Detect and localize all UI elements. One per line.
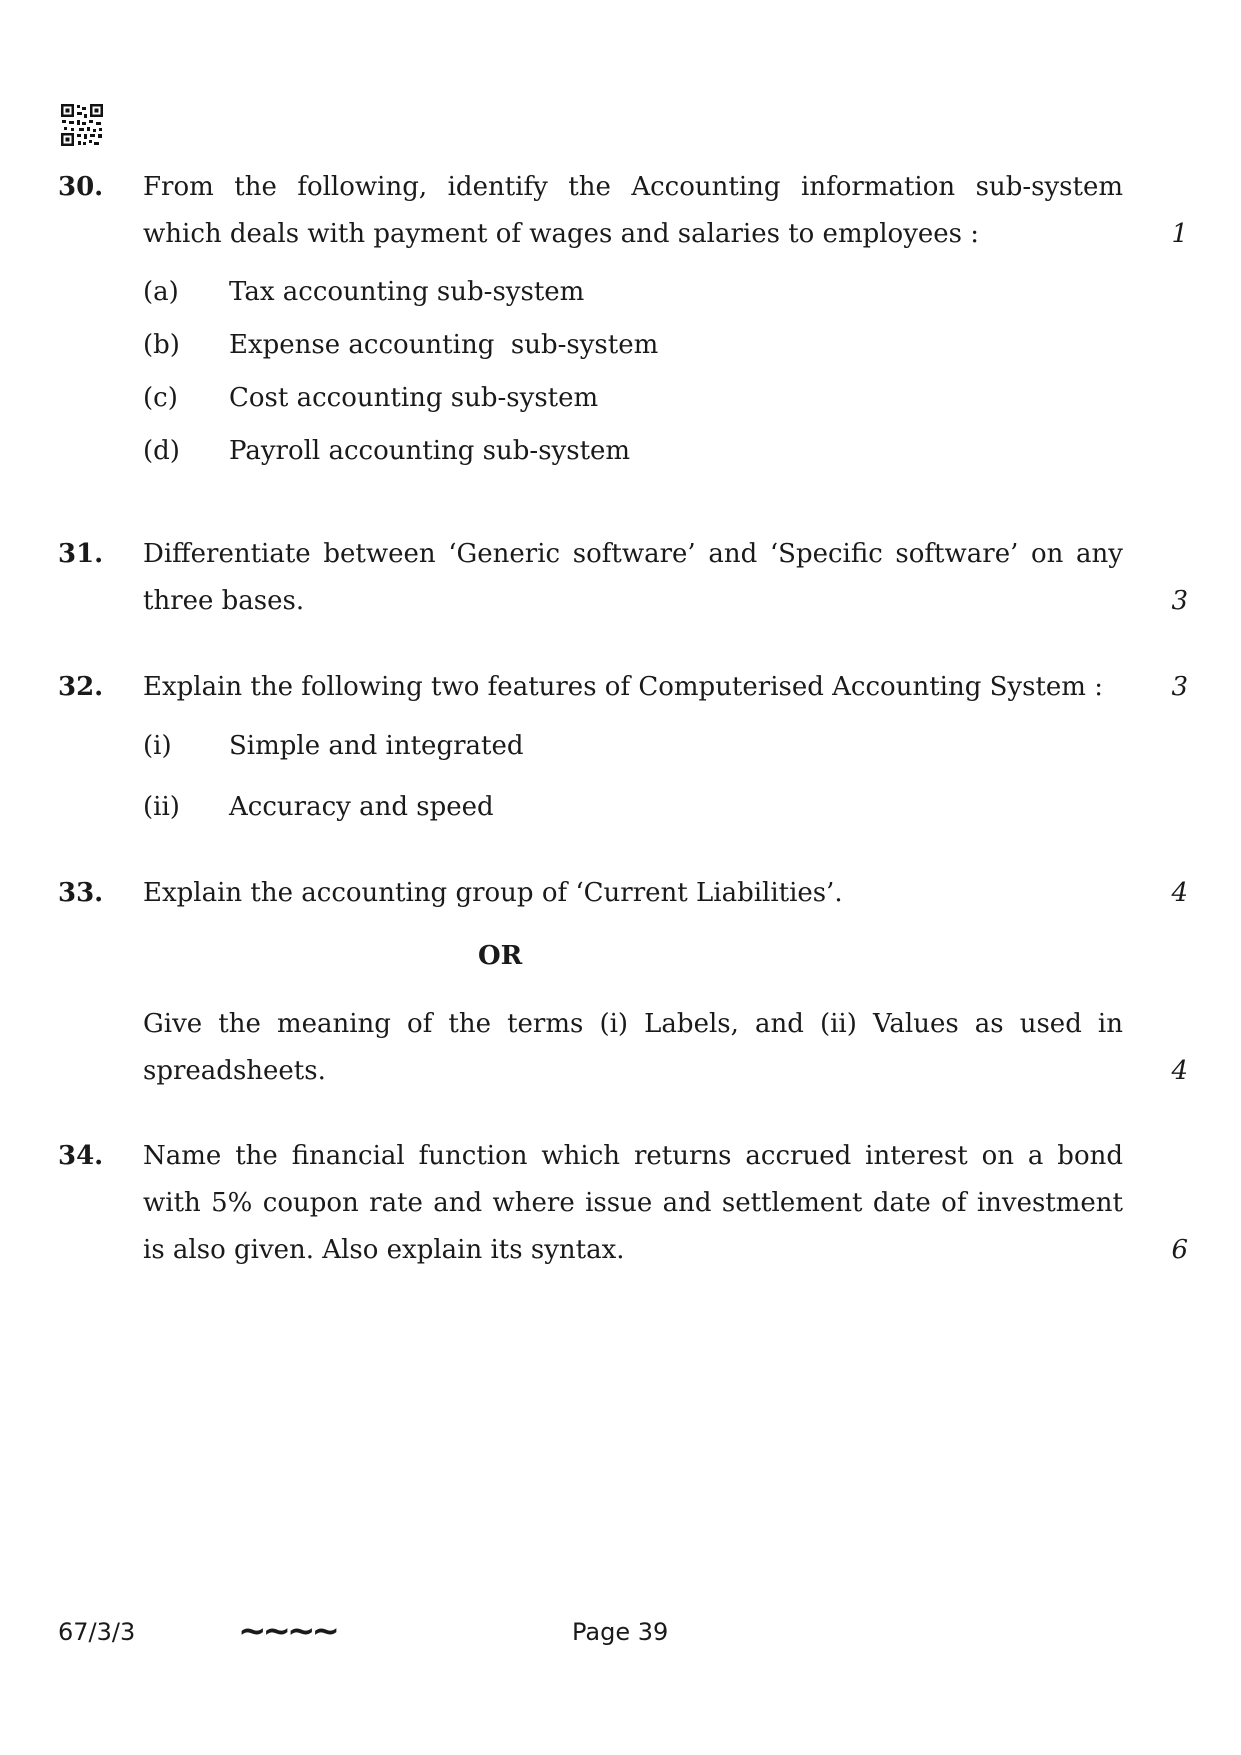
question-line: Give the meaning of the terms (i) Labels, and (ii) Values as used in [143,1009,1123,1039]
question-number: 31. [58,539,104,569]
question-line: which deals with payment of wages and salaries to employees : [143,219,980,249]
option-c [143,375,598,422]
option-text: Payroll accounting sub-system [229,436,631,466]
question-alt-text [143,1001,1123,1095]
option-text: Simple and integrated [229,731,524,761]
marks: 4 [1171,878,1188,908]
marks: 3 [1171,586,1188,616]
paper-code: 67/3/3 [58,1618,136,1646]
option-text: Tax accounting sub-system [229,277,585,307]
marks: 3 [1171,672,1188,702]
page-number: Page 39 [572,1618,669,1646]
option-label: (ii) [143,792,180,822]
question-line: Differentiate between ‘Generic software’ and ‘Specific software’ on any [143,539,1123,569]
option-text: Expense accounting sub-system [229,330,659,360]
option-text: Cost accounting sub-system [229,383,599,413]
option-label: (d) [143,436,180,466]
question-text: Explain the following two features of Computerised Accounting System : [143,672,1103,702]
option-label: (c) [143,383,178,413]
question-text [143,1133,1123,1274]
question-line: three bases. [143,586,305,616]
option-label: (b) [143,330,180,360]
option-b [143,322,658,369]
question-line: From the following, identify the Accounting information sub-system [143,172,1123,202]
option-ii [143,784,494,831]
option-a [143,269,584,316]
question-line: is also given. Also explain its syntax. [143,1235,625,1265]
question-text [143,164,1123,258]
option-label: (a) [143,277,179,307]
marks: 6 [1171,1235,1188,1265]
option-text: Accuracy and speed [229,792,494,822]
or-separator: OR [478,941,523,971]
qr-code-icon [60,103,104,147]
question-number: 33. [58,878,104,908]
question-line: spreadsheets. [143,1056,326,1086]
tilde-ornament: ~~~~ [238,1611,336,1651]
question-text: Explain the accounting group of ‘Current Liabilities’. [143,878,843,908]
marks: 1 [1171,219,1188,249]
option-d [143,428,630,475]
question-text [143,531,1123,625]
question-number: 32. [58,672,104,702]
option-label: (i) [143,731,172,761]
question-line: with 5% coupon rate and where issue and settlement date of investment [143,1188,1123,1218]
marks: 4 [1171,1056,1188,1086]
question-number: 34. [58,1141,104,1171]
question-number: 30. [58,172,104,202]
question-line: Name the financial function which returns accrued interest on a bond [143,1141,1123,1171]
option-i [143,723,524,770]
